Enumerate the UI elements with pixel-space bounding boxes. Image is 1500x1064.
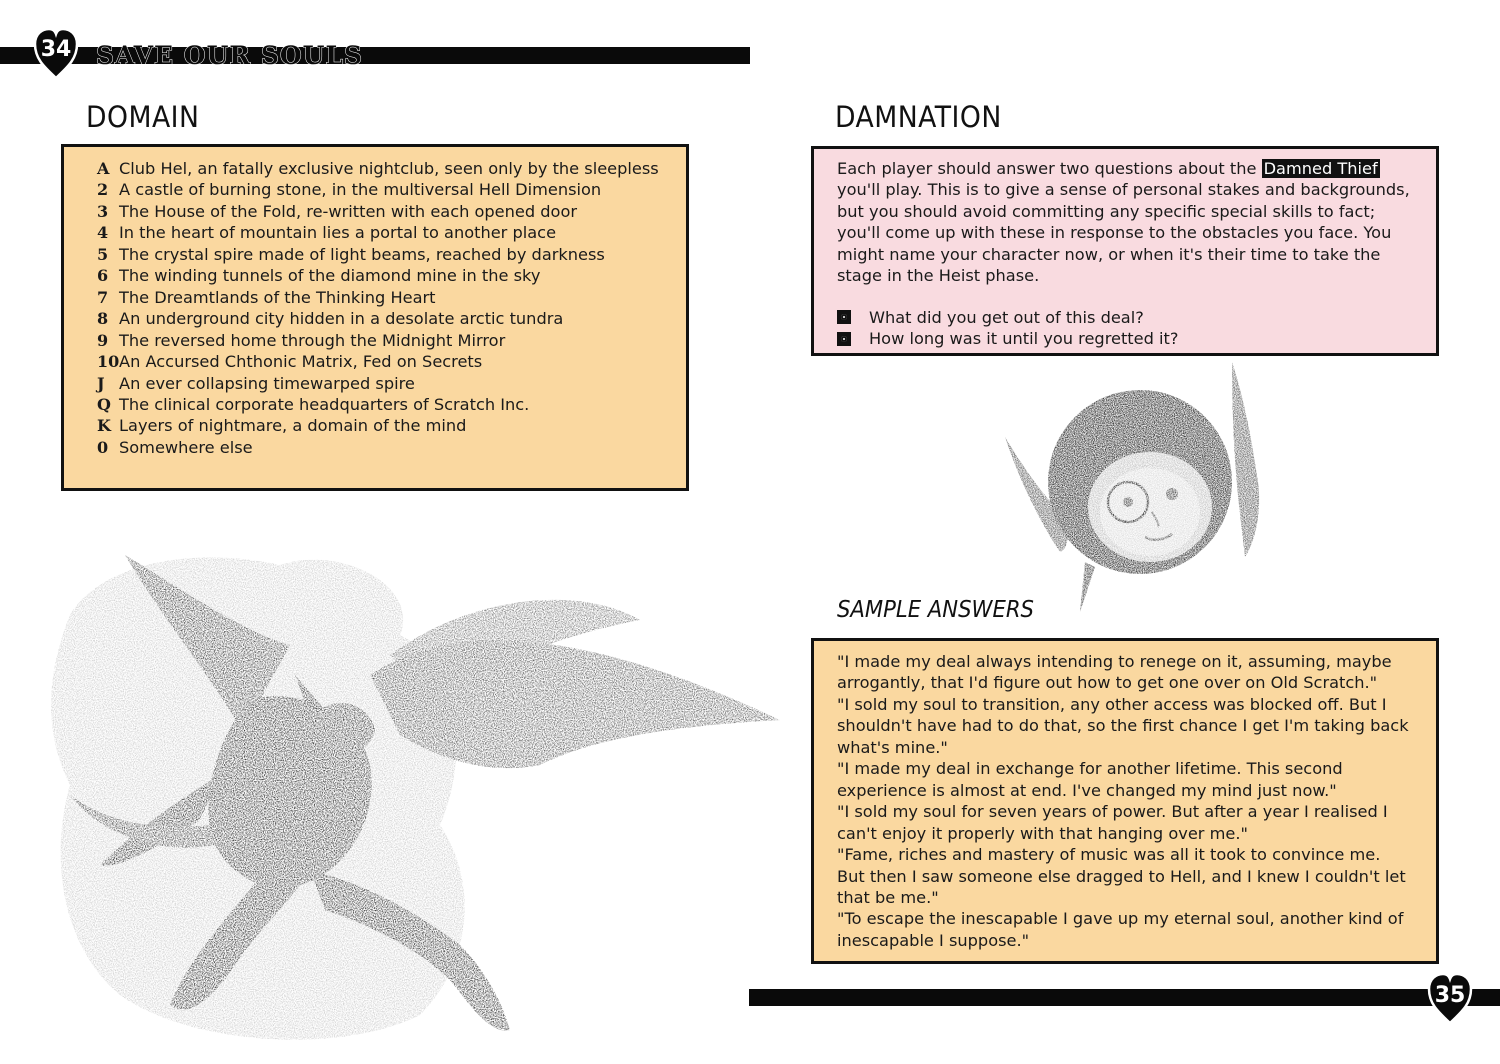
winged-head-illustration — [1000, 362, 1270, 617]
intro-before: Each player should answer two questions about the — [837, 159, 1262, 178]
domain-item-text: The clinical corporate headquarters of Scratch Inc. — [119, 394, 530, 414]
domain-item-key: 0 — [97, 437, 109, 457]
domain-item-text: Club Hel, an fatally exclusive nightclub, seen only by the sleepless — [119, 159, 659, 178]
domain-item-key: 7 — [97, 287, 109, 307]
domain-list — [97, 158, 686, 458]
domain-item — [97, 222, 686, 243]
domain-item — [97, 394, 686, 415]
domain-item-text: In the heart of mountain lies a portal to another place — [119, 223, 557, 243]
page-number-right: 35 — [1434, 983, 1466, 1008]
footer-bar-right — [749, 989, 1500, 1006]
page-number-heart-right — [1427, 973, 1473, 1025]
domain-item — [97, 201, 686, 222]
domain-item — [97, 330, 686, 351]
domain-item-key: 9 — [97, 330, 109, 350]
page-number-heart-left — [33, 28, 79, 80]
domain-item-key: Q — [97, 394, 111, 414]
question-text: What did you get out of this deal? — [869, 307, 1144, 327]
damned-thief-tag: Damned Thief — [1263, 159, 1378, 178]
sample-answer: "To escape the inescapable I gave up my eternal soul, another kind of inescapable I suppose." — [837, 909, 1404, 950]
sample-answer: "Fame, riches and mastery of music was all it took to convince me. But then I saw someone else dragged to Hell, and I knew I couldn't let that be me." — [837, 845, 1406, 907]
domain-item — [97, 437, 686, 458]
domain-item-key: 6 — [97, 266, 109, 286]
damnation-intro — [837, 158, 1416, 287]
checkbox-icon — [837, 332, 851, 346]
sample-answer: "I sold my soul to transition, any other access was blocked off. But I shouldn't have had to do that, so the first chance I get I'm taking back what's mine." — [837, 694, 1409, 757]
domain-item — [97, 287, 686, 308]
domain-item-key: J — [97, 373, 105, 393]
checkbox-icon — [837, 310, 851, 324]
domain-item — [97, 158, 686, 179]
domain-item-key: 5 — [97, 244, 109, 264]
domain-item — [97, 373, 686, 394]
domain-item-key: 4 — [97, 223, 109, 243]
domain-item-text: An underground city hidden in a desolate arctic tundra — [119, 309, 564, 329]
domain-item-text: Layers of nightmare, a domain of the mind — [119, 416, 467, 436]
domain-item-key: 10 — [97, 352, 120, 372]
domain-item-key: 8 — [97, 309, 109, 329]
domain-item-text: Somewhere else — [119, 437, 253, 457]
domain-item-text: The Dreamtlands of the Thinking Heart — [119, 287, 436, 307]
domain-item — [97, 308, 686, 329]
domain-item-key: K — [97, 416, 111, 436]
question-text: How long was it until you regretted it? — [869, 329, 1179, 349]
domain-item — [97, 265, 686, 286]
domain-item-key: 3 — [97, 201, 109, 221]
devil-illustration — [40, 525, 785, 1055]
question-item — [837, 307, 1416, 328]
question-list — [837, 307, 1416, 350]
domain-item-text: A castle of burning stone, in the multiversal Hell Dimension — [119, 180, 602, 200]
sample-answer: "I made my deal in exchange for another lifetime. This second experience is almost at end. I've changed my mind just now." — [837, 759, 1343, 800]
domain-item-text: The crystal spire made of light beams, reached by darkness — [119, 244, 605, 264]
damnation-heading: DAMNATION — [835, 100, 1002, 134]
domain-item — [97, 415, 686, 436]
domain-item — [97, 351, 686, 372]
domain-item-key: A — [97, 159, 110, 178]
domain-item-text: An ever collapsing timewarped spire — [119, 373, 415, 393]
domain-item — [97, 244, 686, 265]
damnation-box — [811, 146, 1439, 356]
domain-table — [61, 144, 689, 491]
sample-answer: "I made my deal always intending to renege on it, assuming, maybe arrogantly, that I'd figure out how to get one over on Old Scratch." — [837, 652, 1392, 693]
domain-item-text: The winding tunnels of the diamond mine in the sky — [119, 266, 541, 286]
sample-answer: "I sold my soul for seven years of power. But after a year I realised I can't enjoy it properly with that hanging over me." — [837, 802, 1388, 843]
intro-after: you'll play. This is to give a sense of personal stakes and backgrounds, but you should avoid committing any specific special skills to fact; you'll come up with these in response to the obstacles you face. You might name your character now, or when it's their time to take the stage in the Heist phase. — [837, 180, 1410, 286]
question-item — [837, 328, 1416, 349]
domain-item-key: 2 — [97, 180, 109, 200]
domain-item-text: An Accursed Chthonic Matrix, Fed on Secrets — [119, 352, 483, 372]
book-title: SAVE OUR SOULS — [96, 41, 364, 70]
domain-item — [97, 179, 686, 200]
page-number-left: 34 — [40, 37, 72, 62]
domain-item-text: The reversed home through the Midnight Mirror — [119, 330, 506, 350]
domain-heading: DOMAIN — [86, 100, 200, 134]
sample-answers-box — [811, 638, 1439, 964]
sample-answers-heading: SAMPLE ANSWERS — [837, 597, 1034, 623]
domain-item-text: The House of the Fold, re-written with each opened door — [119, 201, 578, 221]
